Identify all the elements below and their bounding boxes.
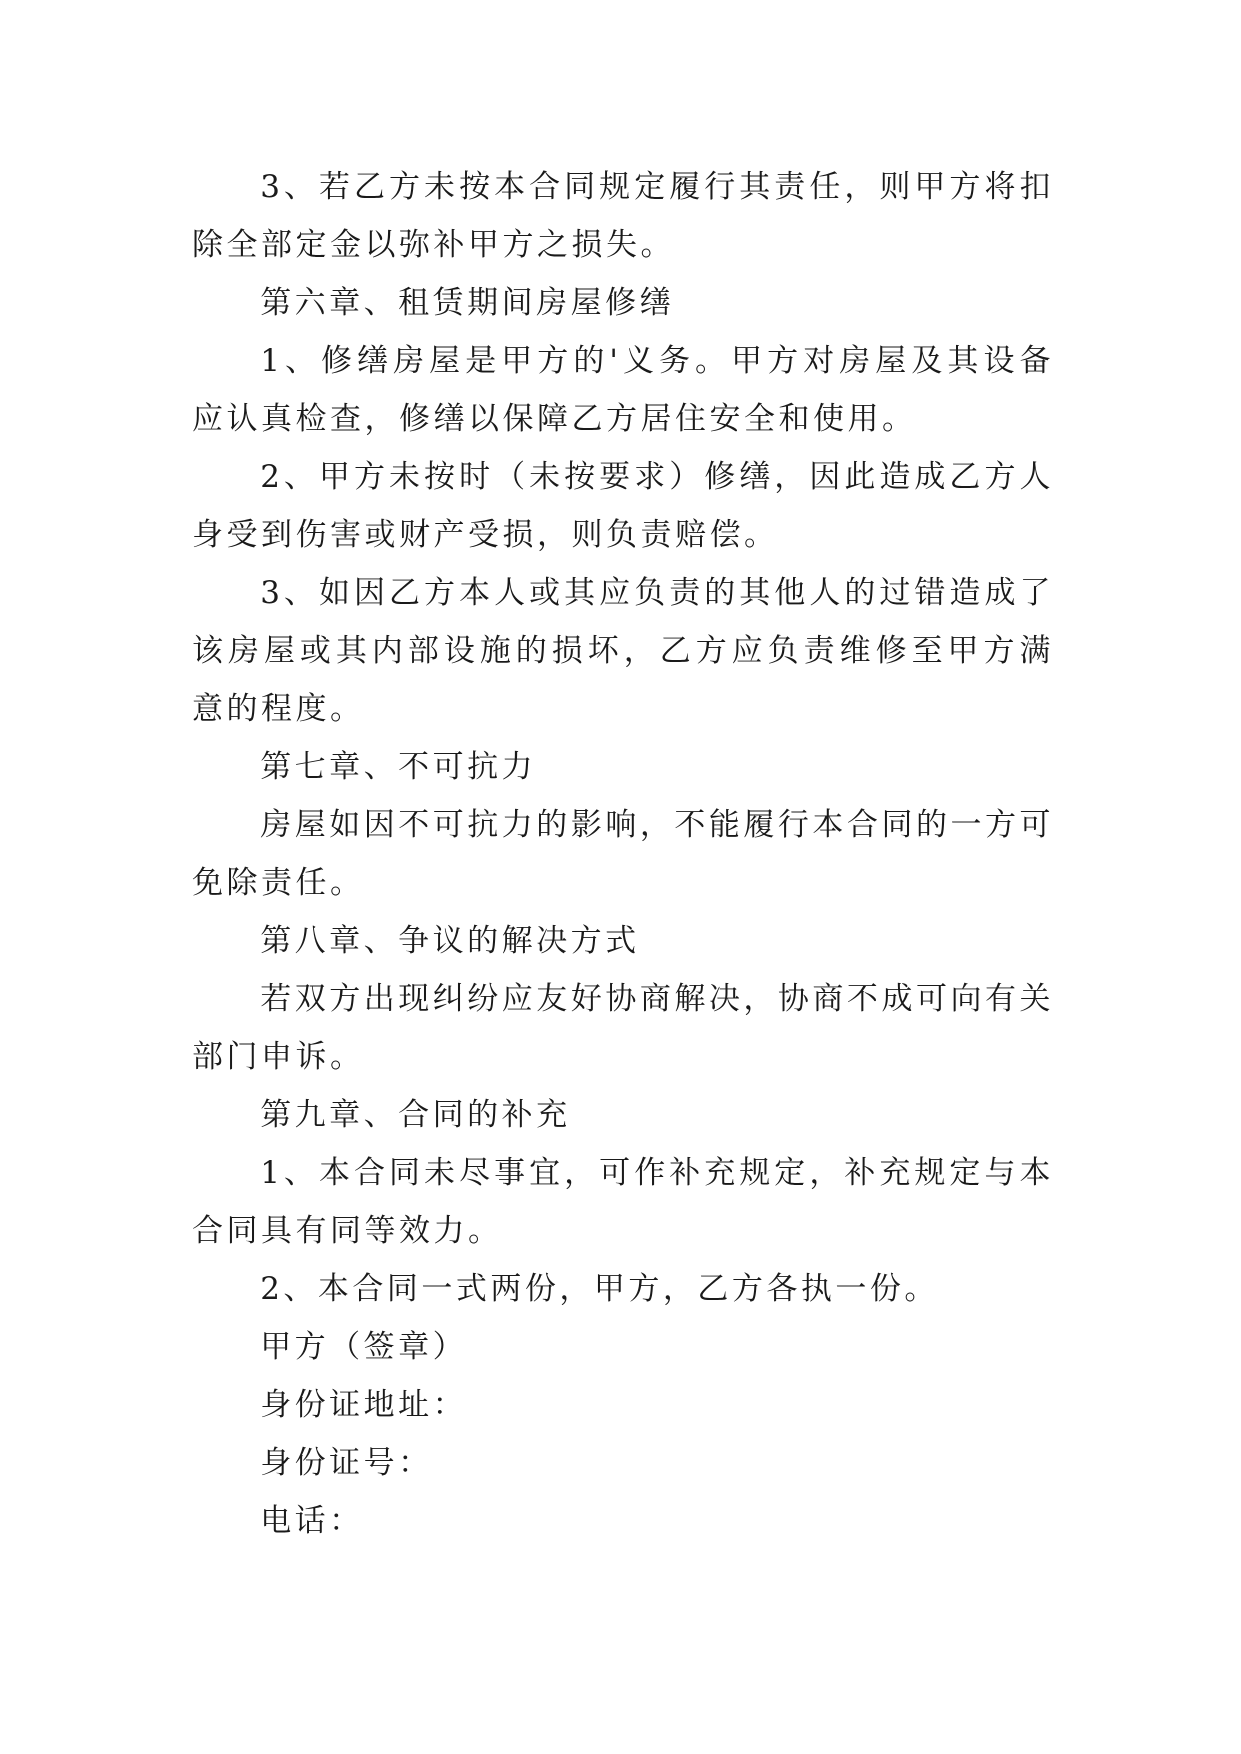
chapter-9-heading: 第九章、合同的补充 bbox=[260, 1097, 571, 1133]
clause-dispute-resolution: 若双方出现纠纷应友好协商解决，协商不成可向有关部门申诉。 bbox=[192, 981, 1054, 1075]
clause-supplement: 1、本合同未尽事宜，可作补充规定，补充规定与本合同具有同等效力。 bbox=[192, 1155, 1054, 1249]
clause-copies: 2、本合同一式两份，甲方，乙方各执一份。 bbox=[260, 1271, 939, 1307]
clause-deposit-forfeit: 3、若乙方未按本合同规定履行其责任，则甲方将扣除全部定金以弥补甲方之损失。 bbox=[192, 169, 1054, 263]
clause-repair-compensation: 2、甲方未按时（未按要求）修缮，因此造成乙方人身受到伤害或财产受损，则负责赔偿。 bbox=[192, 459, 1054, 553]
clause-force-majeure: 房屋如因不可抗力的影响，不能履行本合同的一方可免除责任。 bbox=[192, 807, 1054, 901]
document-body bbox=[192, 158, 1054, 1550]
party-a-signature-label: 甲方（签章） bbox=[260, 1329, 468, 1365]
id-address-label: 身份证地址： bbox=[260, 1387, 468, 1423]
chapter-8-heading: 第八章、争议的解决方式 bbox=[260, 923, 640, 959]
chapter-7-heading: 第七章、不可抗力 bbox=[260, 749, 537, 785]
chapter-6-heading: 第六章、租赁期间房屋修缮 bbox=[260, 285, 675, 321]
clause-repair-duty: 1、修缮房屋是甲方的'义务。甲方对房屋及其设备应认真检查，修缮以保障乙方居住安全和使用。 bbox=[192, 343, 1054, 437]
phone-label: 电话： bbox=[260, 1503, 364, 1539]
id-number-label: 身份证号： bbox=[260, 1445, 433, 1481]
clause-tenant-damage: 3、如因乙方本人或其应负责的其他人的过错造成了该房屋或其内部设施的损坏，乙方应负责维修至甲方满意的程度。 bbox=[192, 575, 1054, 727]
